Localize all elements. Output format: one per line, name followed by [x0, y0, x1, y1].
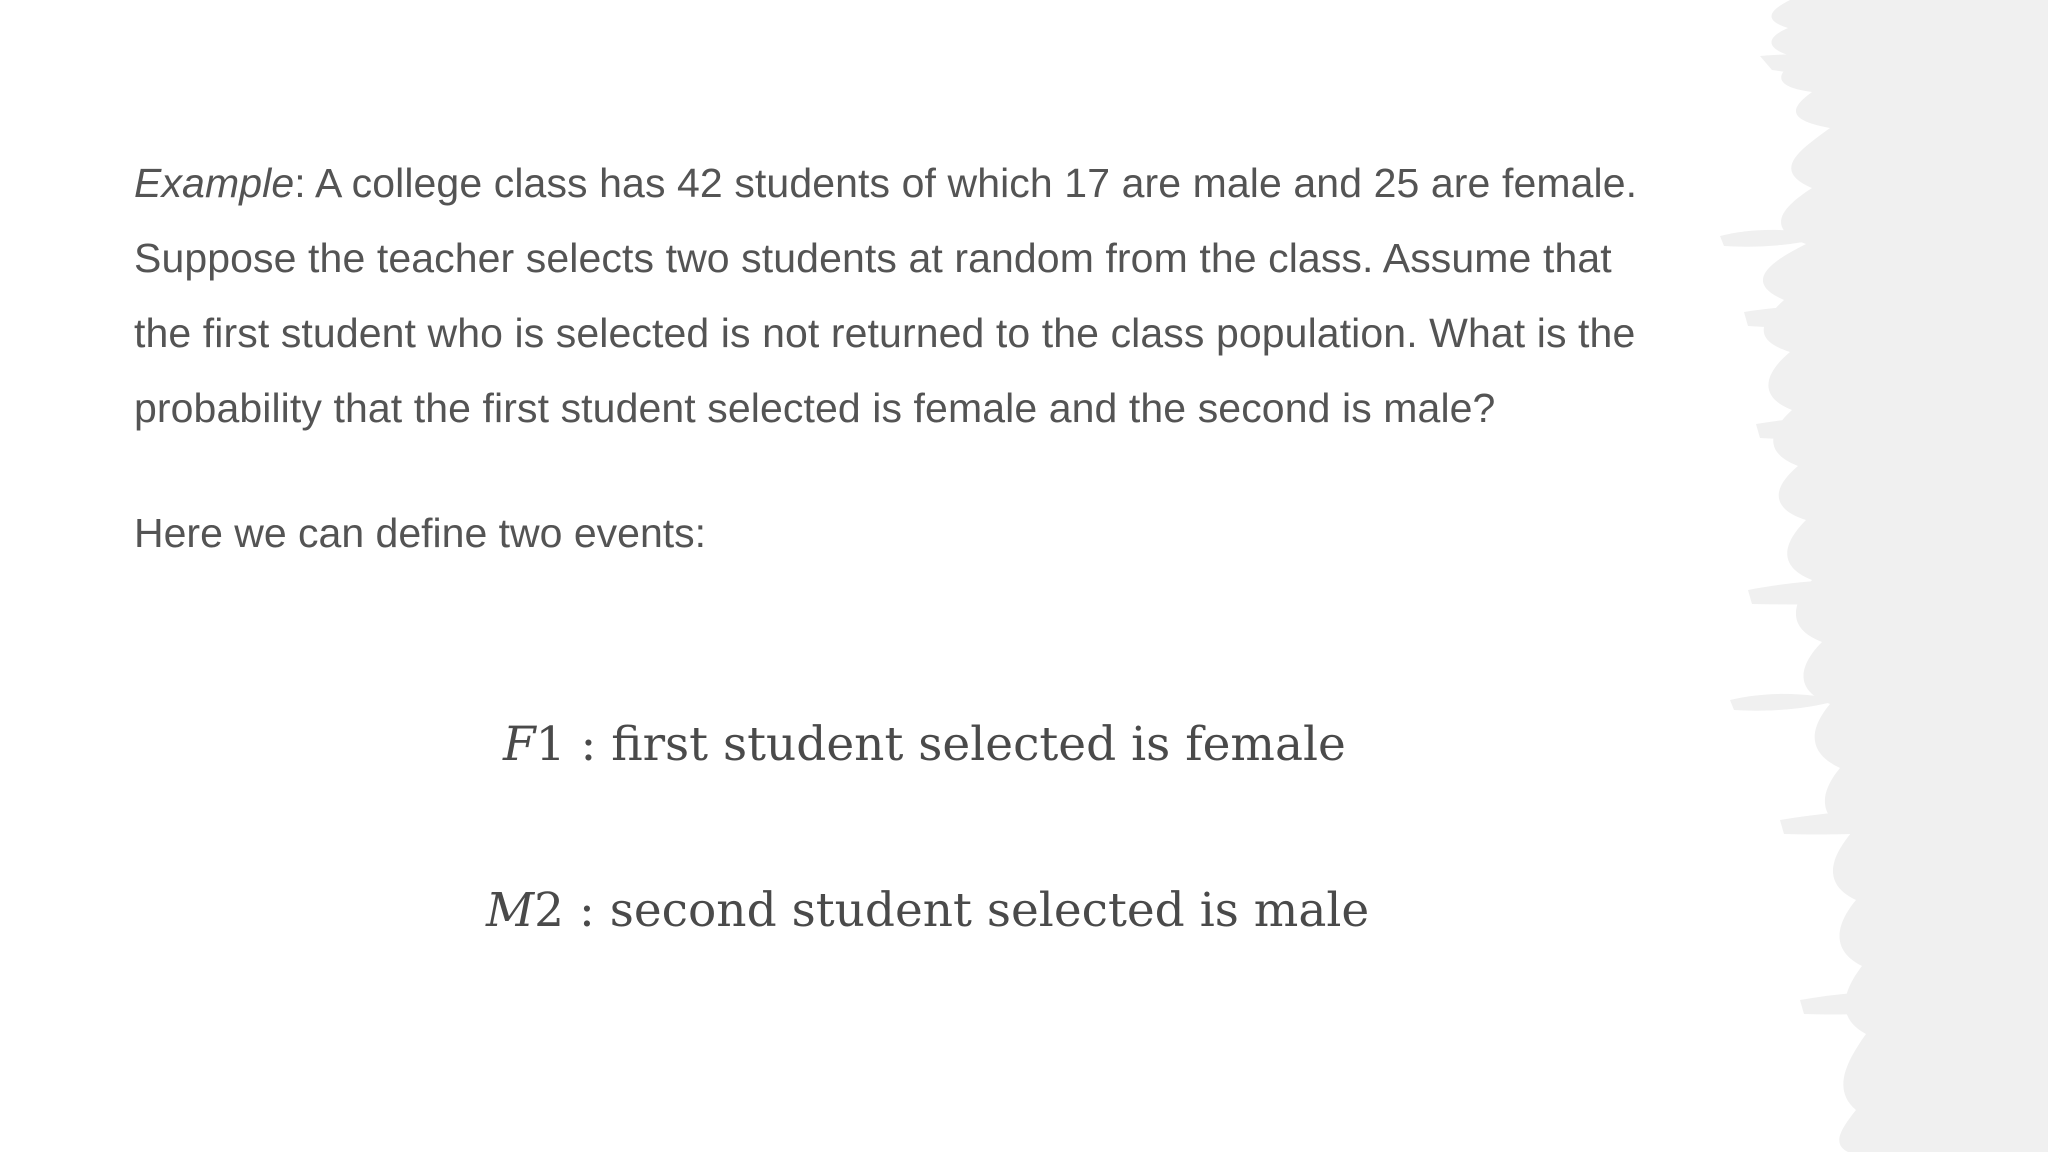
event-f1-description: : first student selected is female: [565, 717, 1346, 772]
event-f1: [503, 717, 1346, 772]
event-m2-symbol: M: [486, 883, 535, 938]
event-m2-number: 2: [534, 883, 565, 938]
example-label: Example: [134, 160, 295, 206]
main-content: [134, 146, 1674, 563]
event-m2-description: : second student selected is male: [564, 883, 1370, 938]
event-m2: [486, 883, 1369, 938]
event-f1-number: 1: [535, 717, 566, 772]
define-events-text: Here we can define two events:: [134, 510, 707, 556]
example-paragraph: [134, 146, 1674, 446]
event-f1-symbol: F: [503, 717, 536, 772]
example-text: : A college class has 42 students of which 17 are male and 25 are female. Suppose the teacher selects two students at random from the class. Assume that the first student who is selected is not returned to the class population. What is the probability that the first student selected is female and the second is male?: [134, 160, 1638, 431]
